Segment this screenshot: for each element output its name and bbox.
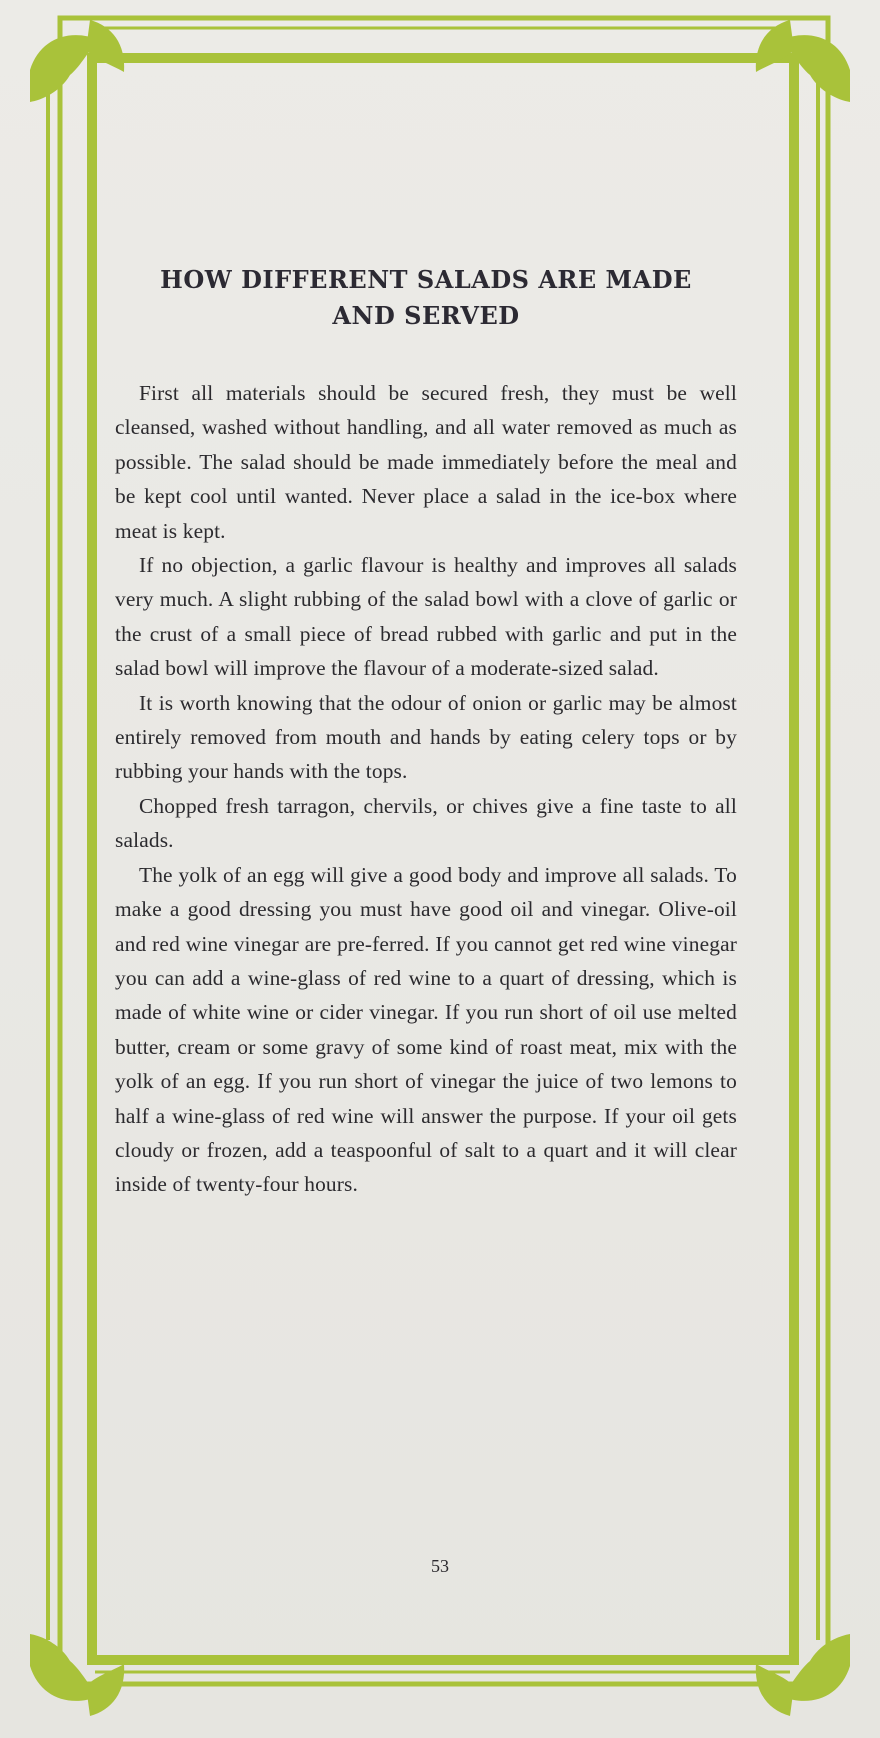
- title-line-1: HOW DIFFERENT SALADS ARE MADE: [160, 265, 692, 294]
- paragraph: Chopped fresh tarragon, chervils, or chives give a fine taste to all salads.: [115, 793, 737, 853]
- page-number: 53: [431, 1556, 449, 1576]
- paragraph: First all materials should be secured fresh, they must be well cleansed, washed without handling, and all water removed as much as possible. The salad should be made immediately before the meal and be kept cool until wanted. Never place a salad in the ice-box where meat is kept.: [115, 381, 737, 543]
- page-title: [115, 262, 737, 334]
- corner-leaf-bottom-left: [30, 1634, 124, 1716]
- corner-leaf-top-left: [30, 20, 124, 102]
- corner-leaf-top-right: [756, 20, 850, 102]
- paragraph: It is worth knowing that the odour of onion or garlic may be almost entirely removed from mouth and hands by eating celery tops or by rubbing your hands with the tops.: [115, 690, 737, 784]
- title-line-2: AND SERVED: [332, 301, 520, 330]
- paragraph: The yolk of an egg will give a good body and improve all salads. To make a good dressing you must have good oil and vinegar. Olive-oil and red wine vinegar are pre-ferred. If you cannot get red wine vinegar you can add a wine-glass of red wine to a quart of dressing, which is made of white wine or cider vinegar. If you run short of oil use melted butter, cream or some gravy of some kind of roast meat, mix with the yolk of an egg. If you run short of vinegar the juice of two lemons to half a wine-glass of red wine will answer the purpose. If your oil gets cloudy or frozen, add a teaspoonful of salt to a quart and it will clear inside of twenty-four hours.: [115, 862, 737, 1197]
- page-content: [115, 262, 737, 1202]
- corner-leaf-bottom-right: [756, 1634, 850, 1716]
- paragraph: If no objection, a garlic flavour is healthy and improves all salads very much. A slight rubbing of the salad bowl with a clove of garlic or the crust of a small piece of bread rubbed with garlic and put in the salad bowl will improve the flavour of a moderate-sized salad.: [115, 553, 737, 681]
